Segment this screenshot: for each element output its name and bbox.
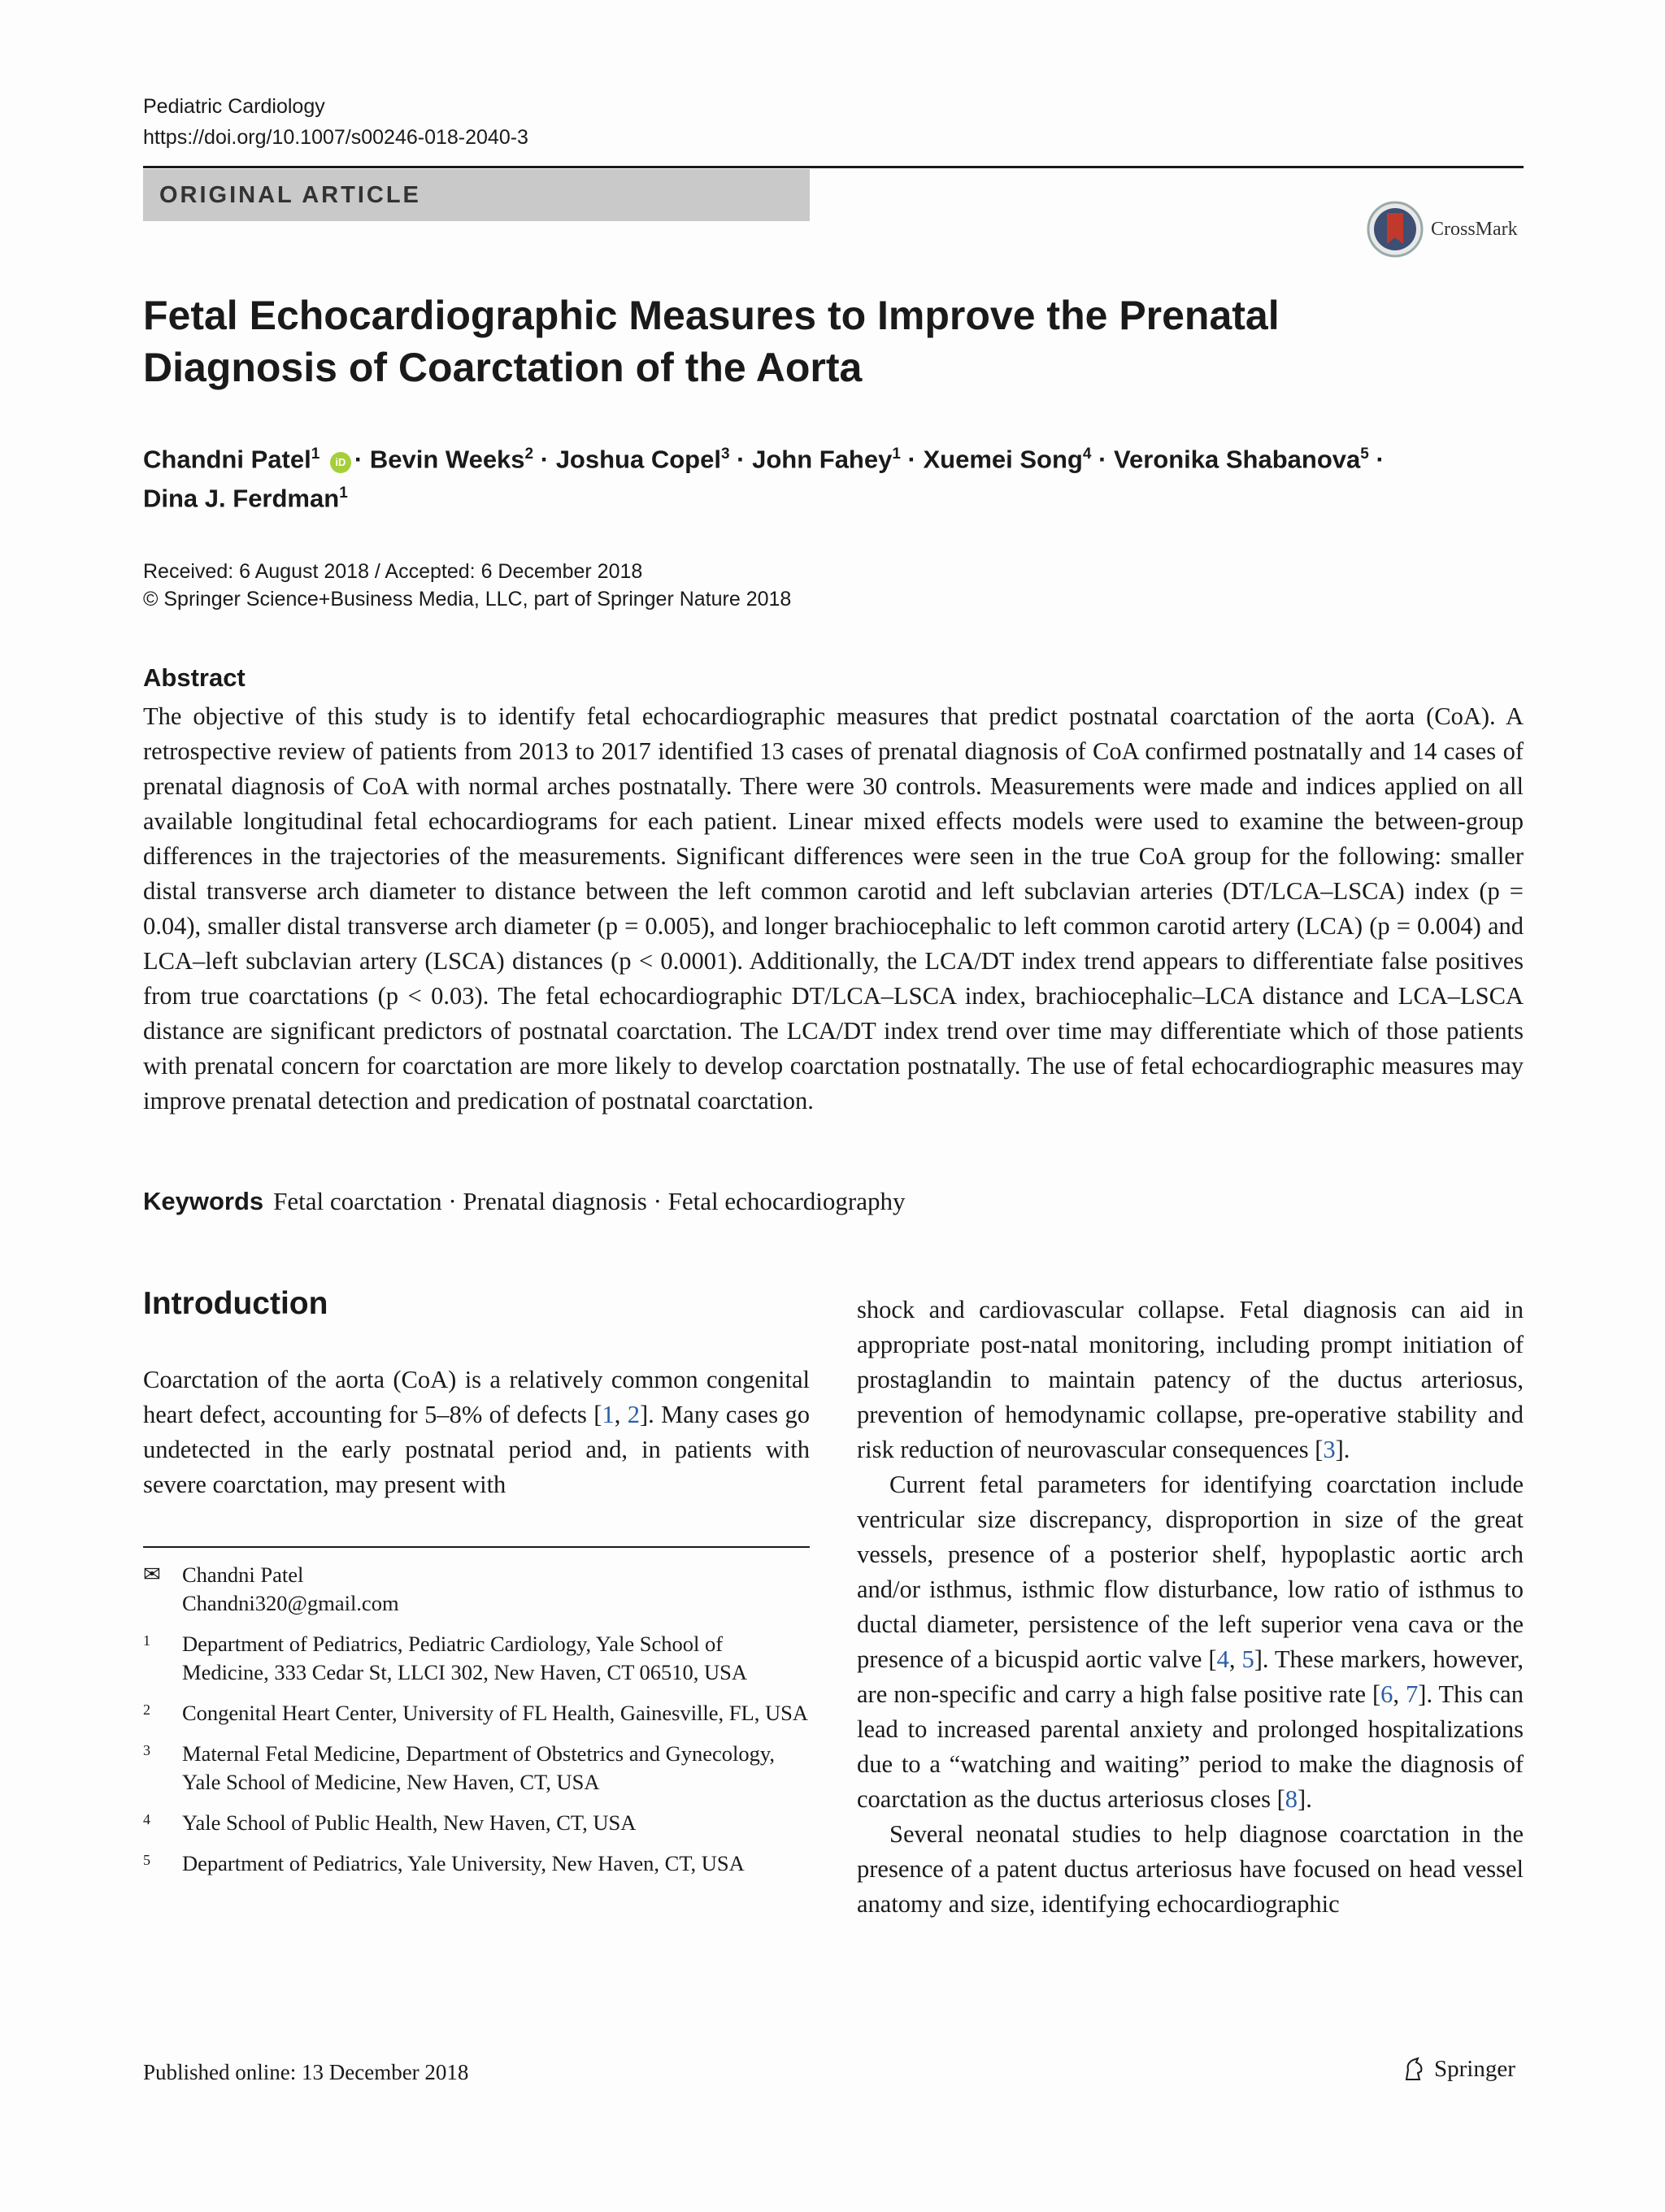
affiliation-item: [143, 1809, 810, 1837]
springer-horse-icon: [1400, 2055, 1428, 2083]
publisher-name: Springer: [1434, 2055, 1515, 2082]
author-name[interactable]: Bevin Weeks: [369, 445, 525, 474]
journal-name: Pediatric Cardiology: [143, 95, 325, 118]
affiliation-number: 4: [143, 1811, 150, 1827]
paragraph: [857, 1293, 1524, 1467]
introduction-heading: Introduction: [143, 1286, 328, 1321]
crossmark-label: CrossMark: [1431, 218, 1518, 240]
keywords: [143, 1187, 905, 1216]
footnote-text: Department of Pediatrics, Yale University, New Haven, CT, USA: [182, 1851, 745, 1875]
abstract-text: The objective of this study is to identify fetal echocardiographic measures that predict postnatal coarctation of the aorta (CoA). A retrospective review of patients from 2013 to 2017 identified 13 cases of prenatal diagnosis of CoA confirmed postnatally and 14 cases of prenatal diagnosis of CoA with normal arches postnatally. There were 30 controls. Measurements were made and indices applied on all available longitudinal fetal echocardiograms for each patient. Linear mixed effects models were used to examine the between-group differences in the trajectories of the measurements. Significant differences were seen in the true CoA group for the following: smaller distal transverse arch diameter to distance between the left common carotid and left subclavian arteries (DT/LCA–LSCA) index (p = 0.04), smaller distal transverse arch diameter (p = 0.005), and longer brachiocephalic to left common carotid artery (LCA) (p = 0.004) and LCA–left subclavian artery (LSCA) distances (p < 0.0001). Additionally, the LCA/DT index trend appears to differentiate false positives from true coarctations (p < 0.03). The fetal echocardiographic DT/LCA–LSCA index, brachiocephalic–LCA distance and LCA–LSCA distance are significant predictors of postnatal coarctation. The LCA/DT index trend over time may differentiate which of those patients with prenatal concern for coarctation are more likely to develop coarctation postnatally. The use of fetal echocardiographic measures may improve prenatal detection and predication of postnatal coarctation.: [143, 702, 1524, 1115]
intro-text: ]. These markers, however, are non-specific and carry a high false positive rate [: [857, 1645, 1524, 1708]
section-label: ORIGINAL ARTICLE: [143, 169, 810, 221]
intro-text: ]. Many cases go undetected in the early postnatal period and, in patients with severe coarctation, may present with: [143, 1401, 811, 1498]
affiliation-number: 3: [143, 1742, 150, 1758]
footnote-text: Congenital Heart Center, University of FL Health, Gainesville, FL, USA: [182, 1701, 808, 1725]
affiliation-mark: 1: [311, 445, 320, 463]
intro-text: ].: [1298, 1785, 1312, 1813]
author-name[interactable]: Dina J. Ferdman: [143, 484, 340, 513]
affiliation-mark: 5: [1360, 445, 1369, 463]
affiliation-mark: 1: [339, 485, 348, 502]
footnote-text: Department of Pediatrics, Pediatric Cardiology, Yale School of Medicine, 333 Cedar St, LLCI 302, New Haven, CT 06510, USA: [182, 1632, 748, 1684]
author-name[interactable]: John Fahey: [752, 445, 893, 474]
intro-left-column: [143, 1362, 810, 1502]
received-accepted: Received: 6 August 2018 / Accepted: 6 December 2018: [143, 560, 643, 583]
author-name[interactable]: Xuemei Song: [923, 445, 1083, 474]
footnote-text: Chandni Patel Chandni320@gmail.com: [182, 1562, 399, 1615]
article-dates: [143, 558, 791, 613]
affiliation-item: [143, 1740, 810, 1797]
intro-text: shock and cardiovascular collapse. Fetal diagnosis can aid in appropriate post-natal monitoring, including prompt initiation of prostaglandin to maintain patency of the ductus arteriosus, prevention of hemodynamic collapse, pre-operative stability and risk reduction of neurovascular consequences [: [857, 1296, 1524, 1463]
article-title: Fetal Echocardiographic Measures to Improve the Prenatal Diagnosis of Coarctation of the Aorta: [143, 293, 1280, 390]
affiliations: [143, 1561, 810, 1890]
author-list: Chandni Patel$^1$ iD · Bevin Weeks$^2$ · Joshua Copel$^3$ · John Fahey$^1$ · Xuemei Song$^4$ · Veronika Shabanova$^5$ · Dina J. Ferdman$^1$: [143, 445, 1385, 513]
envelope-icon: ✉: [143, 1562, 161, 1586]
intro-text: ,: [1393, 1680, 1406, 1708]
corresponding-author: [143, 1561, 810, 1618]
affiliation-mark: 2: [524, 445, 534, 463]
affiliation-number: 5: [143, 1852, 150, 1868]
citation-link[interactable]: 6: [1380, 1680, 1393, 1708]
footnote-text: Yale School of Public Health, New Haven, CT, USA: [182, 1810, 637, 1835]
citation-link[interactable]: 5: [1241, 1645, 1254, 1673]
intro-text: ,: [1228, 1645, 1242, 1673]
intro-text: ]. This can lead to increased parental anxiety and prolonged hospitalizations due to a “watching and waiting” period to make the diagnosis of coarctation as the ductus arteriosus closes [: [857, 1680, 1524, 1813]
citation-link[interactable]: 4: [1216, 1645, 1229, 1673]
intro-text: ,: [614, 1401, 628, 1428]
paragraph: [857, 1467, 1524, 1817]
paragraph: Several neonatal studies to help diagnose coarctation in the presence of a patent ductus arteriosus have focused on head vessel anatomy and size, identifying echocardiographic: [857, 1820, 1524, 1918]
intro-right-column: [857, 1293, 1524, 1922]
intro-text: ].: [1335, 1436, 1350, 1463]
affiliation-mark: 4: [1082, 445, 1092, 463]
published-date: Published online: 13 December 2018: [143, 2060, 469, 2084]
affiliation-mark: 1: [892, 445, 901, 463]
abstract-heading: Abstract: [143, 663, 246, 692]
publisher-logo: [1400, 2055, 1515, 2083]
affiliation-mark: 3: [720, 445, 730, 463]
affiliation-item: [143, 1630, 810, 1687]
affiliation-number: 2: [143, 1701, 150, 1718]
crossmark-icon: [1366, 200, 1424, 259]
copyright-line: © Springer Science+Business Media, LLC, part of Springer Nature 2018: [143, 588, 792, 611]
citation-link[interactable]: 3: [1323, 1436, 1336, 1463]
header-rule: [143, 166, 1524, 168]
keywords-text: Fetal coarctation · Prenatal diagnosis · Fetal echocardiography: [273, 1187, 906, 1215]
keywords-label: Keywords: [143, 1187, 264, 1215]
crossmark-badge[interactable]: [1366, 200, 1518, 259]
citation-link[interactable]: 8: [1285, 1785, 1298, 1813]
author-name[interactable]: Veronika Shabanova: [1114, 445, 1361, 474]
author-name[interactable]: Chandni Patel: [143, 445, 311, 474]
citation-link[interactable]: 1: [602, 1401, 615, 1428]
affiliation-number: 1: [143, 1632, 150, 1649]
author-name[interactable]: Joshua Copel: [555, 445, 721, 474]
affiliation-item: [143, 1699, 810, 1727]
citation-link[interactable]: 7: [1406, 1680, 1419, 1708]
intro-text: Current fetal parameters for identifying coarctation include ventricular size discrepancy, disproportion in size of the great vessels, presence of a posterior shelf, hypoplastic aortic arch and/or isthmus, isthmic flow disturbance, low ratio of isthmus to ductal diameter, persistence of the left superior vena cava or the presence of a bicuspid aortic valve [: [857, 1471, 1524, 1673]
journal-header: [143, 91, 528, 153]
footnote-rule: [143, 1546, 810, 1548]
intro-text: Coarctation of the aorta (CoA) is a relatively common congenital heart defect, accounting for 5–8% of defects [: [143, 1366, 810, 1428]
footnote-text: Maternal Fetal Medicine, Department of Obstetrics and Gynecology, Yale School of Medicine, New Haven, CT, USA: [182, 1741, 776, 1794]
citation-link[interactable]: 2: [627, 1401, 640, 1428]
orcid-icon[interactable]: iD: [330, 452, 351, 473]
doi-link[interactable]: https://doi.org/10.1007/s00246-018-2040-3: [143, 126, 528, 149]
affiliation-item: [143, 1849, 810, 1878]
